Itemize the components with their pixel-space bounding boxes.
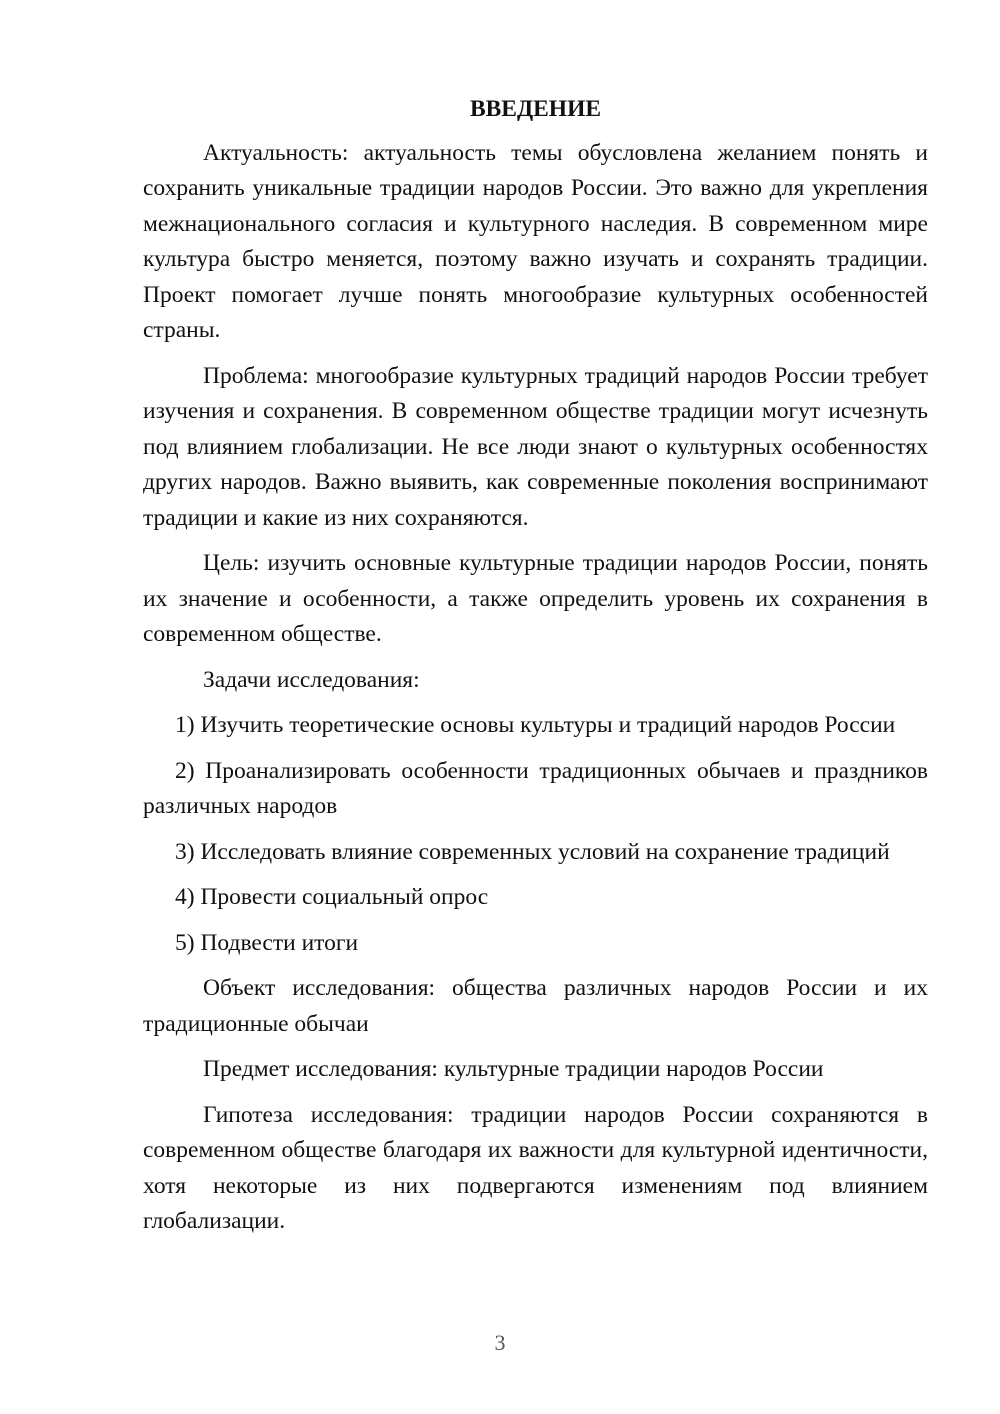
- object-paragraph: Объект исследования: общества различных народов России и их традиционные обычаи: [143, 975, 928, 1037]
- task-item: 2) Проанализировать особенности традиционных обычаев и праздников различных народов: [143, 757, 928, 819]
- goal-paragraph: Цель: изучить основные культурные традиции народов России, понять их значение и особенности, а также определить уровень их сохранения в современном обществе.: [143, 550, 928, 647]
- problem-paragraph: Проблема: многообразие культурных традиций народов России требует изучения и сохранения. В современном обществе традиции могут исчезнуть под влиянием глобализации. Не все люди знают о культурных особенностях других народов. Важно выявить, как современные поколения воспринимают традиции и какие из них сохраняются.: [143, 362, 928, 531]
- hypothesis-paragraph: Гипотеза исследования: традиции народов России сохраняются в современном обществе благодаря их важности для культурной идентичности, хотя некоторые из них подвергаются изменениям под влиянием глобализации.: [143, 1101, 928, 1234]
- task-item: 5) Подвести итоги: [175, 929, 359, 956]
- subject-paragraph: Предмет исследования: культурные традиции народов России: [203, 1056, 824, 1082]
- document-title: ВВЕДЕНИЕ: [469, 96, 602, 122]
- page-number: 3: [494, 1330, 506, 1355]
- task-item: 4) Провести социальный опрос: [175, 884, 489, 910]
- document-page: [143, 92, 928, 1250]
- relevance-paragraph: Актуальность: актуальность темы обусловлена желанием понять и сохранить уникальные традиции народов России. Это важно для укрепления межнационального согласия и культурного наследия. В современном мире культура быстро меняется, поэтому важно изучать и сохранять традиции. Проект помогает лучше понять многообразие культурных особенностей страны.: [143, 139, 928, 343]
- task-item: 1) Изучить теоретические основы культуры и традиций народов России: [175, 712, 896, 738]
- task-item: 3) Исследовать влияние современных условий на сохранение традиций: [175, 838, 890, 865]
- tasks-heading: Задачи исследования:: [203, 666, 420, 693]
